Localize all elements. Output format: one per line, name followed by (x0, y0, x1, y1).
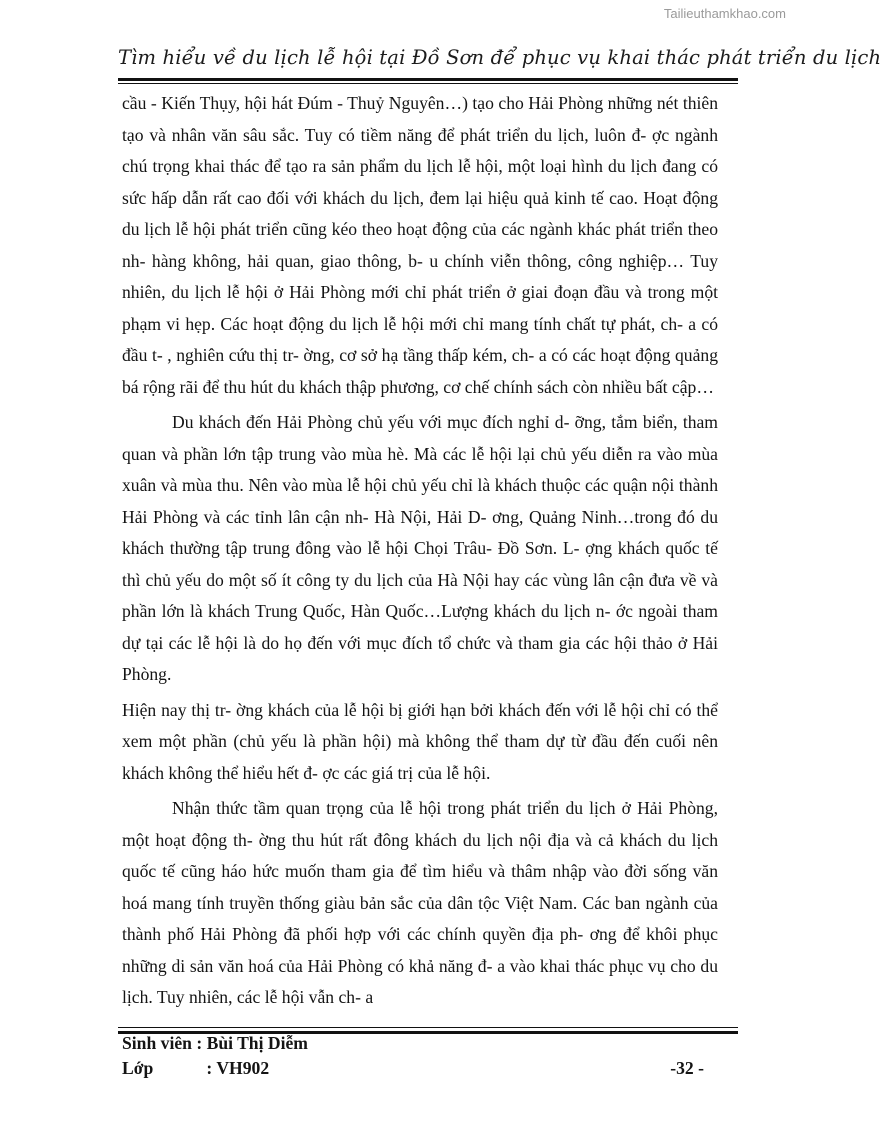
footer-rule-thin (118, 1027, 738, 1028)
student-label: Sinh viên (122, 1033, 192, 1053)
paragraph-2: Du khách đến Hải Phòng chủ yếu với mục đích nghỉ d- ỡng, tắm biển, tham quan và phần lớn tập trung vào mùa hè. Mà các lễ hội lại chủ yếu diễn ra vào mùa xuân và mùa thu. Nên vào mùa lễ hội chủ yếu chỉ là khách thuộc các quận nội thành Hải Phòng và các tỉnh lân cận nh- Hà Nội, Hải D- ơng, Quảng Ninh…trong đó du khách thường tập trung đông vào lễ hội Chọi Trâu- Đồ Sơn. L- ợng khách quốc tế thì chủ yếu do một số ít công ty du lịch của Hà Nội hay các vùng lân cận đưa về và phần lớn là khách Trung Quốc, Hàn Quốc…Lượng khách du lịch n- ớc ngoài tham dự tại các lễ hội là do họ đến với mục đích tổ chức và tham gia các hội thảo ở Hải Phòng. (122, 412, 718, 684)
running-header: Tìm hiểu về du lịch lễ hội tại Đồ Sơn để phục vụ khai thác phát triển du lịch (118, 46, 881, 69)
class-value: : VH902 (206, 1058, 270, 1078)
header-rule-thin (118, 83, 738, 84)
header-rule-thick (118, 78, 738, 81)
page-number: -32 - (670, 1058, 704, 1078)
watermark: Tailieuthamkhao.com (663, 6, 786, 21)
page-body (122, 88, 718, 1014)
footer-student-line (122, 1033, 718, 1054)
class-label: Lớp (122, 1058, 154, 1078)
paragraph-3: Hiện nay thị tr- ờng khách của lễ hội bị giới hạn bởi khách đến với lễ hội chỉ có thể xem một phần (chủ yếu là phần hội) mà không thể tham dự từ đầu đến cuối nên khách không thể hiểu hết đ- ợc các giá trị của lễ hội. (122, 699, 718, 783)
paragraph-4: Nhận thức tầm quan trọng của lễ hội trong phát triển du lịch ở Hải Phòng, một hoạt động th- ờng thu hút rất đông khách du lịch nội địa và cả khách du lịch quốc tế cũng háo hức muốn tham gia để tìm hiểu và thâm nhập vào đời sống văn hoá mang tính truyền thống giàu bản sắc của dân tộc Việt Nam. Các ban ngành của thành phố Hải Phòng đã phối hợp với các chính quyền địa ph- ơng để khôi phục những di sản văn hoá của Hải Phòng có khả năng đ- a vào khai thác phục vụ cho du lịch. Tuy nhiên, các lễ hội vẫn ch- a (122, 798, 718, 1007)
paragraph-1: cầu - Kiến Thụy, hội hát Đúm - Thuỷ Nguyên…) tạo cho Hải Phòng những nét thiên tạo và nhân văn sâu sắc. Tuy có tiềm năng để phát triển du lịch, luôn đ- ợc ngành chú trọng khai thác để tạo ra sản phẩm du lịch lễ hội, một loại hình du lịch đang có sức hấp dẫn rất cao đối với khách du lịch, đem lại hiệu quả kinh tế cao. Hoạt động du lịch lễ hội phát triển cũng kéo theo hoạt động của các ngành khác phát triển theo nh- hàng không, hải quan, giao thông, b- u chính viễn thông, công nghiệp… Tuy nhiên, du lịch lễ hội ở Hải Phòng mới chỉ phát triển ở giai đoạn đầu và trong một phạm vi hẹp. Các hoạt động du lịch lễ hội mới chỉ mang tính chất tự phát, ch- a có đầu t- , nghiên cứu thị tr- ờng, cơ sở hạ tầng thấp kém, ch- a có các hoạt động quảng bá rộng rãi để thu hút du khách thập phương, cơ chế chính sách còn nhiều bất cập… (122, 93, 718, 397)
student-name: : Bùi Thị Diễm (196, 1033, 308, 1053)
footer-class-line (122, 1058, 718, 1079)
